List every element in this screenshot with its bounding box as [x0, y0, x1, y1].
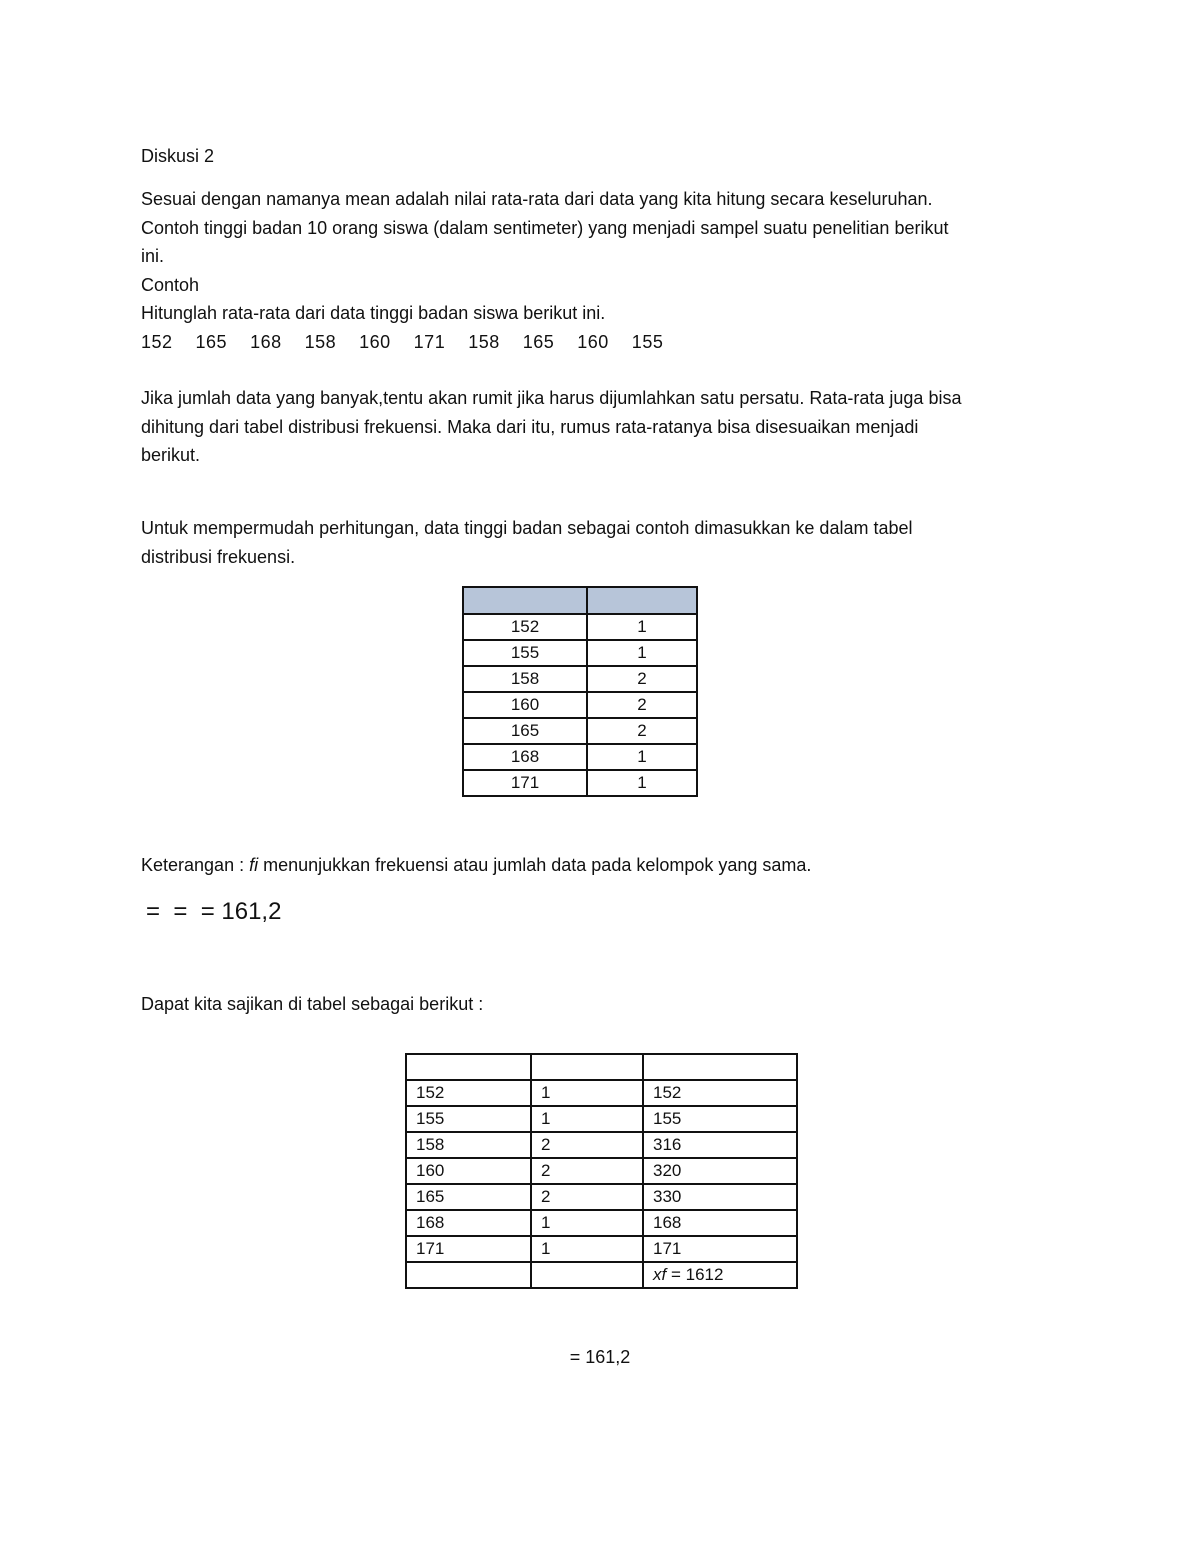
table-row	[406, 1132, 797, 1158]
keterangan-prefix: Keterangan :	[141, 855, 250, 875]
xf-table	[405, 1053, 798, 1289]
table-cell: 320	[643, 1158, 797, 1184]
empty-cell	[531, 1262, 643, 1288]
header-cell-f	[587, 587, 697, 614]
table-row	[463, 614, 697, 640]
table-row	[406, 1184, 797, 1210]
xf-total-value: = 1612	[666, 1265, 724, 1284]
header-cell-f	[531, 1054, 643, 1080]
xf-label: xf	[653, 1265, 667, 1284]
intro-paragraph	[141, 185, 948, 356]
table-cell: 1	[531, 1080, 643, 1106]
table-cell: 1	[531, 1106, 643, 1132]
table-cell: 1	[531, 1210, 643, 1236]
table-cell: 165	[463, 718, 587, 744]
table-cell: 1	[587, 744, 697, 770]
table-cell: 158	[463, 666, 587, 692]
table-cell: 330	[643, 1184, 797, 1210]
table-presentation-text: Dapat kita sajikan di tabel sebagai berikut :	[141, 994, 484, 1014]
table-cell: 2	[531, 1158, 643, 1184]
frequency-line-1: Jika jumlah data yang banyak,tentu akan rumit jika harus dijumlahkan satu persatu. Rata-rata juga bisa	[141, 388, 962, 408]
table-cell: 1	[587, 614, 697, 640]
frequency-line-2: dihitung dari tabel distribusi frekuensi. Maka dari itu, rumus rata-ratanya bisa disesuaikan menjadi	[141, 416, 919, 437]
table-cell: 155	[643, 1106, 797, 1132]
header-cell-x	[463, 587, 587, 614]
table-row	[463, 718, 697, 744]
table-cell: 1	[531, 1236, 643, 1262]
xf-table-header	[406, 1054, 797, 1080]
table-cell: 2	[531, 1132, 643, 1158]
table-row	[463, 640, 697, 666]
header-cell-xf	[643, 1054, 797, 1080]
keterangan-suffix: menunjukkan frekuensi atau jumlah data pada kelompok yang sama.	[258, 855, 812, 875]
table-cell: 152	[406, 1080, 531, 1106]
header-cell-x	[406, 1054, 531, 1080]
frequency-line-3: berikut.	[141, 445, 201, 465]
table-row	[406, 1158, 797, 1184]
intro-line-2: Contoh tinggi badan 10 orang siswa (dalam sentimeter) yang menjadi sampel suatu penelitian berikut	[141, 217, 949, 238]
table-cell: 165	[406, 1184, 531, 1210]
final-mean-result: = 161,2	[569, 1347, 631, 1367]
table-cell: 1	[587, 640, 697, 666]
table-cell: 2	[587, 666, 697, 692]
table-cell: 168	[463, 744, 587, 770]
table-row	[406, 1236, 797, 1262]
table-cell: 316	[643, 1132, 797, 1158]
intro-line-1: Sesuai dengan namanya mean adalah nilai rata-rata dari data yang kita hitung secara keseluruhan.	[141, 189, 933, 209]
table-cell: 160	[406, 1158, 531, 1184]
table-cell: 2	[587, 692, 697, 718]
frequency-table	[462, 586, 698, 797]
table-cell: 152	[463, 614, 587, 640]
table-intro-line-1: Untuk mempermudah perhitungan, data tinggi badan sebagai contoh dimasukkan ke dalam tabel	[141, 518, 913, 538]
table-cell: 168	[643, 1210, 797, 1236]
table-row	[406, 1210, 797, 1236]
height-data-values: 152 165 168 158 160 171 158 165 160 155	[141, 331, 664, 352]
table-cell: 160	[463, 692, 587, 718]
table-row	[463, 692, 697, 718]
table-row	[463, 666, 697, 692]
table-intro-paragraph	[141, 514, 913, 571]
xf-total-cell	[643, 1262, 797, 1288]
example-heading: Contoh	[141, 274, 200, 295]
table-row	[463, 770, 697, 796]
table-cell: 171	[463, 770, 587, 796]
table-cell: 155	[463, 640, 587, 666]
table-cell: 152	[643, 1080, 797, 1106]
table-row	[406, 1106, 797, 1132]
table-cell: 1	[587, 770, 697, 796]
example-question: Hitunglah rata-rata dari data tinggi badan siswa berikut ini.	[141, 303, 606, 323]
table-cell: 171	[643, 1236, 797, 1262]
xf-total-row	[406, 1262, 797, 1288]
intro-line-3: ini.	[141, 246, 165, 266]
mean-formula-result: = = = 161,2	[146, 898, 282, 925]
table-intro-line-2: distribusi frekuensi.	[141, 546, 296, 567]
table-cell: 2	[587, 718, 697, 744]
keterangan-note	[141, 851, 811, 880]
table-row	[406, 1080, 797, 1106]
table-row	[463, 744, 697, 770]
table-cell: 168	[406, 1210, 531, 1236]
table-cell: 155	[406, 1106, 531, 1132]
table-cell: 2	[531, 1184, 643, 1210]
document-title: Diskusi 2	[141, 146, 215, 166]
table-cell: 171	[406, 1236, 531, 1262]
keterangan-fi: fi	[249, 855, 259, 875]
table-cell: 158	[406, 1132, 531, 1158]
empty-cell	[406, 1262, 531, 1288]
frequency-table-header	[463, 587, 697, 614]
frequency-paragraph	[141, 384, 961, 470]
